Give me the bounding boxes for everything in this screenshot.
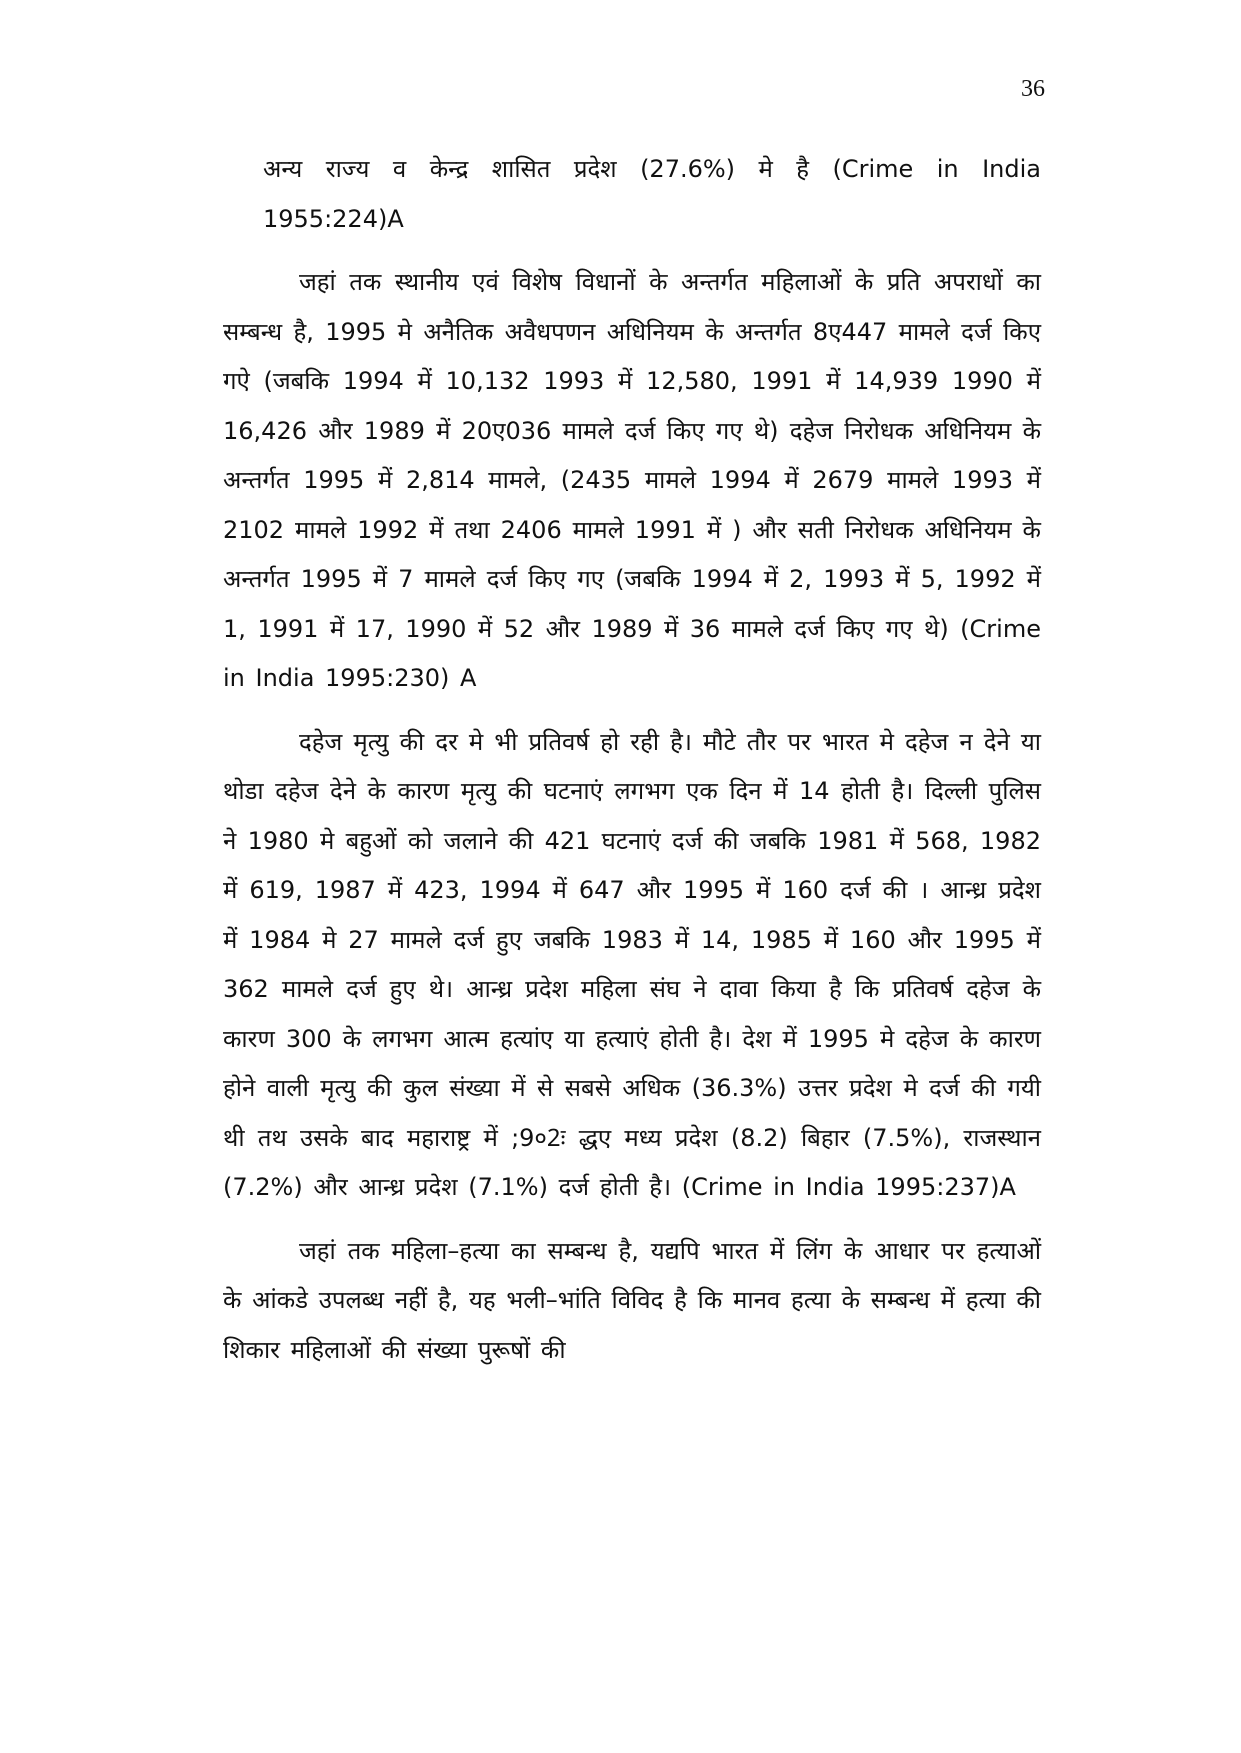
paragraph-dowry-deaths: दहेज मृत्यु की दर मे भी प्रतिवर्ष हो रही है। मौटे तौर पर भारत मे दहेज न देने या थोडा दहेज देने के कारण मृत्यु की घटनाएं लगभग एक दिन में 14 होती है। दिल्ली पुलिस ने 1980 मे बहुओं को जलाने की 421 घटनाएं दर्ज की जबकि 1981 में 568, 1982 में 619, 1987 में 423, 1994 में 647 और 1995 में 160 दर्ज की । आन्ध्र प्रदेश में 1984 मे 27 मामले दर्ज हुए जबकि 1983 में 14, 1985 में 160 और 1995 में 362 मामले दर्ज हुए थे। आन्ध्र प्रदेश महिला संघ ने दावा किया है कि प्रतिवर्ष दहेज के कारण 300 के लगभग आत्म हत्यांए या हत्याएं होती है। देश में 1995 मे दहेज के कारण होने वाली मृत्यु की कुल संख्या में से सबसे अधिक (36.3%) उत्तर प्रदेश मे दर्ज की गयी थी तथ उसके बाद महाराष्ट्र में ;9०2ः द्धए मध्य प्रदेश (8.2) बिहार (7.5%), राजस्थान (7.2%) और आन्ध्र प्रदेश (7.1%) दर्ज होती है। (Crime in India 1995:237)A xyxy=(223,727,1041,1201)
paragraph-continued: अन्य राज्य व केन्द्र शासित प्रदेश (27.6%) मे है (Crime in India 1955:224)A xyxy=(263,155,1041,233)
paragraph-special-laws: जहां तक स्थानीय एवं विशेष विधानों के अन्तर्गत महिलाओं के प्रति अपराधों का सम्बन्ध है, 1995 मे अनैतिक अवैधपणन अधिनियम के अन्तर्गत 8ए447 मामले दर्ज किए गऐ (जबकि 1994 में 10,132 1993 में 12,580, 1991 में 14,939 1990 में 16,426 और 1989 में 20ए036 मामले दर्ज किए गए थे) दहेज निरोधक अधिनियम के अन्तर्गत 1995 में 2,814 मामले, (2435 मामले 1994 में 2679 मामले 1993 में 2102 मामले 1992 में तथा 2406 मामले 1991 में ) और सती निरोधक अधिनियम के अन्तर्गत 1995 में 7 मामले दर्ज किए गए (जबकि 1994 में 2, 1993 में 5, 1992 में 1, 1991 में 17, 1990 में 52 और 1989 में 36 मामले दर्ज किए गए थे) (Crime in India 1995:230) A xyxy=(223,268,1041,692)
paragraph-female-homicide: जहां तक महिला–हत्या का सम्बन्ध है, यद्यपि भारत में लिंग के आधार पर हत्याओं के आंकडे उपलब्ध नहीं है, यह भली–भांति विविद है कि मानव हत्या के सम्बन्ध में हत्या की शिकार महिलाओं की संख्या पुरूषों की xyxy=(223,1236,1041,1364)
page-number: 36 xyxy=(1021,76,1045,102)
page-body xyxy=(223,145,1041,1375)
